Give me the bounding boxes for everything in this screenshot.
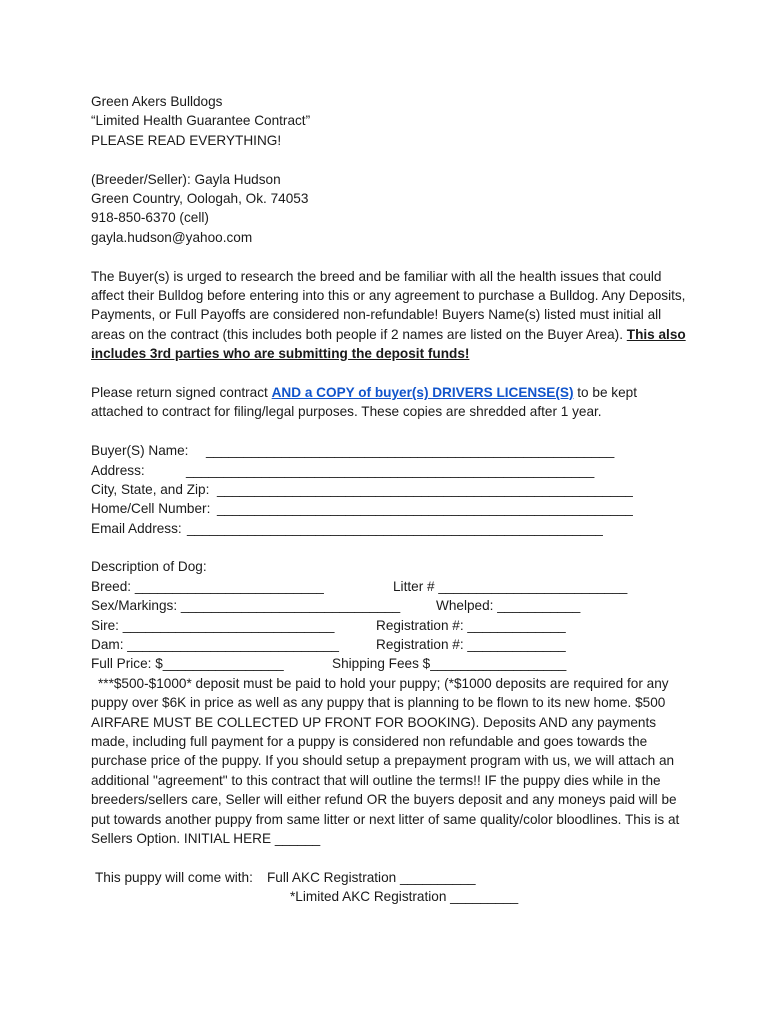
breed-field[interactable]: Breed: _________________________: [91, 578, 324, 594]
price-row: [91, 654, 691, 673]
sex-markings-field[interactable]: Sex/Markings: _____________________________: [91, 598, 401, 614]
buyer-name-row: [91, 441, 691, 460]
phone-field[interactable]: _______________________________________________________: [217, 501, 633, 517]
sire-row: [91, 616, 691, 635]
shipping-fees-field[interactable]: Shipping Fees $__________________: [332, 656, 567, 672]
intro-text: The Buyer(s) is urged to research the breed and be familiar with all the health issues that could affect their Bulldog before entering into this or any agreement to purchase a Bulldog. Any Deposits, Payments, or Full Payoffs are considered non-refundable! Buyers Name(s) listed must initial all areas on the contract (this includes both people if 2 names are listed on the Buyer Area).: [91, 268, 686, 342]
sex-row: [91, 596, 691, 615]
seller-phone: 918-850-6370 (cell): [91, 210, 209, 226]
read-notice: PLEASE READ EVERYTHING!: [91, 132, 282, 148]
seller-name: (Breeder/Seller): Gayla Hudson: [91, 171, 281, 187]
sire-registration-field[interactable]: Registration #: _____________: [376, 617, 566, 633]
dog-description-heading: Description of Dog:: [91, 559, 207, 575]
email-field[interactable]: _______________________________________________________: [187, 520, 603, 536]
breed-row: [91, 577, 691, 596]
full-akc-registration-field[interactable]: Full AKC Registration __________: [267, 869, 476, 885]
return-text-before: Please return signed contract: [91, 384, 272, 400]
address-label: Address:: [91, 462, 145, 478]
intro-paragraph: [91, 267, 689, 364]
contract-document: [91, 92, 691, 907]
return-text-after: to be kept attached to contract for filing/legal purposes. These copies are shredded after 1 year.: [91, 384, 637, 420]
contract-title: “Limited Health Guarantee Contract”: [91, 113, 311, 129]
sire-field[interactable]: Sire: ____________________________: [91, 617, 335, 633]
full-price-field[interactable]: Full Price: $________________: [91, 656, 284, 672]
limited-registration-row: [91, 887, 691, 906]
drivers-license-link[interactable]: AND a COPY of buyer(s) DRIVERS LICENSE(S): [271, 384, 574, 400]
deposit-terms-paragraph: ***$500-$1000* deposit must be paid to hold your puppy; (*$1000 deposits are required for any puppy over $6K in price as well as any puppy that is planning to be flown to its new home. $500 AIRFARE MUST BE COLLECTED UP FRONT FOR BOOKING). Deposits AND any payments made, including full payment for a puppy is considered non refundable and goes towards the purchase price of the puppy. If you should setup a prepayment program with us, we will attach an additional "agreement" to this contract that will outline the terms!! IF the puppy dies while in the breeders/sellers care, Seller will either refund OR the buyers deposit and any moneys paid will be put towards another puppy from same litter or next litter of same quality/color bloodlines. This is at Sellers Option. INITIAL HERE ______: [91, 675, 680, 847]
buyer-name-label: Buyer(S) Name:: [91, 443, 189, 459]
email-row: [91, 519, 691, 538]
whelped-field[interactable]: Whelped: ___________: [436, 598, 581, 614]
phone-row: [91, 499, 691, 518]
buyer-name-field[interactable]: ______________________________________________________: [206, 443, 615, 459]
registration-row: [91, 868, 691, 887]
address-field[interactable]: ______________________________________________________: [186, 462, 595, 478]
city-label: City, State, and Zip:: [91, 481, 210, 497]
company-name: Green Akers Bulldogs: [91, 94, 223, 109]
email-label: Email Address:: [91, 520, 182, 536]
city-row: [91, 480, 691, 499]
registration-lead: This puppy will come with:: [95, 869, 253, 885]
limited-akc-registration-field[interactable]: *Limited AKC Registration _________: [290, 889, 519, 905]
litter-field[interactable]: Litter # _________________________: [393, 578, 628, 594]
dam-registration-field[interactable]: Registration #: _____________: [376, 637, 566, 653]
dam-row: [91, 635, 691, 654]
seller-address: Green Country, Oologah, Ok. 74053: [91, 190, 309, 206]
address-row: [91, 461, 691, 480]
phone-label: Home/Cell Number:: [91, 501, 211, 517]
city-field[interactable]: _______________________________________________________: [217, 481, 633, 497]
dam-field[interactable]: Dam: ____________________________: [91, 637, 339, 653]
third-party-notice: This also includes 3rd parties who are submitting the deposit funds!: [91, 326, 686, 362]
return-contract-paragraph: [91, 383, 689, 422]
seller-email: gayla.hudson@yahoo.com: [91, 229, 253, 245]
